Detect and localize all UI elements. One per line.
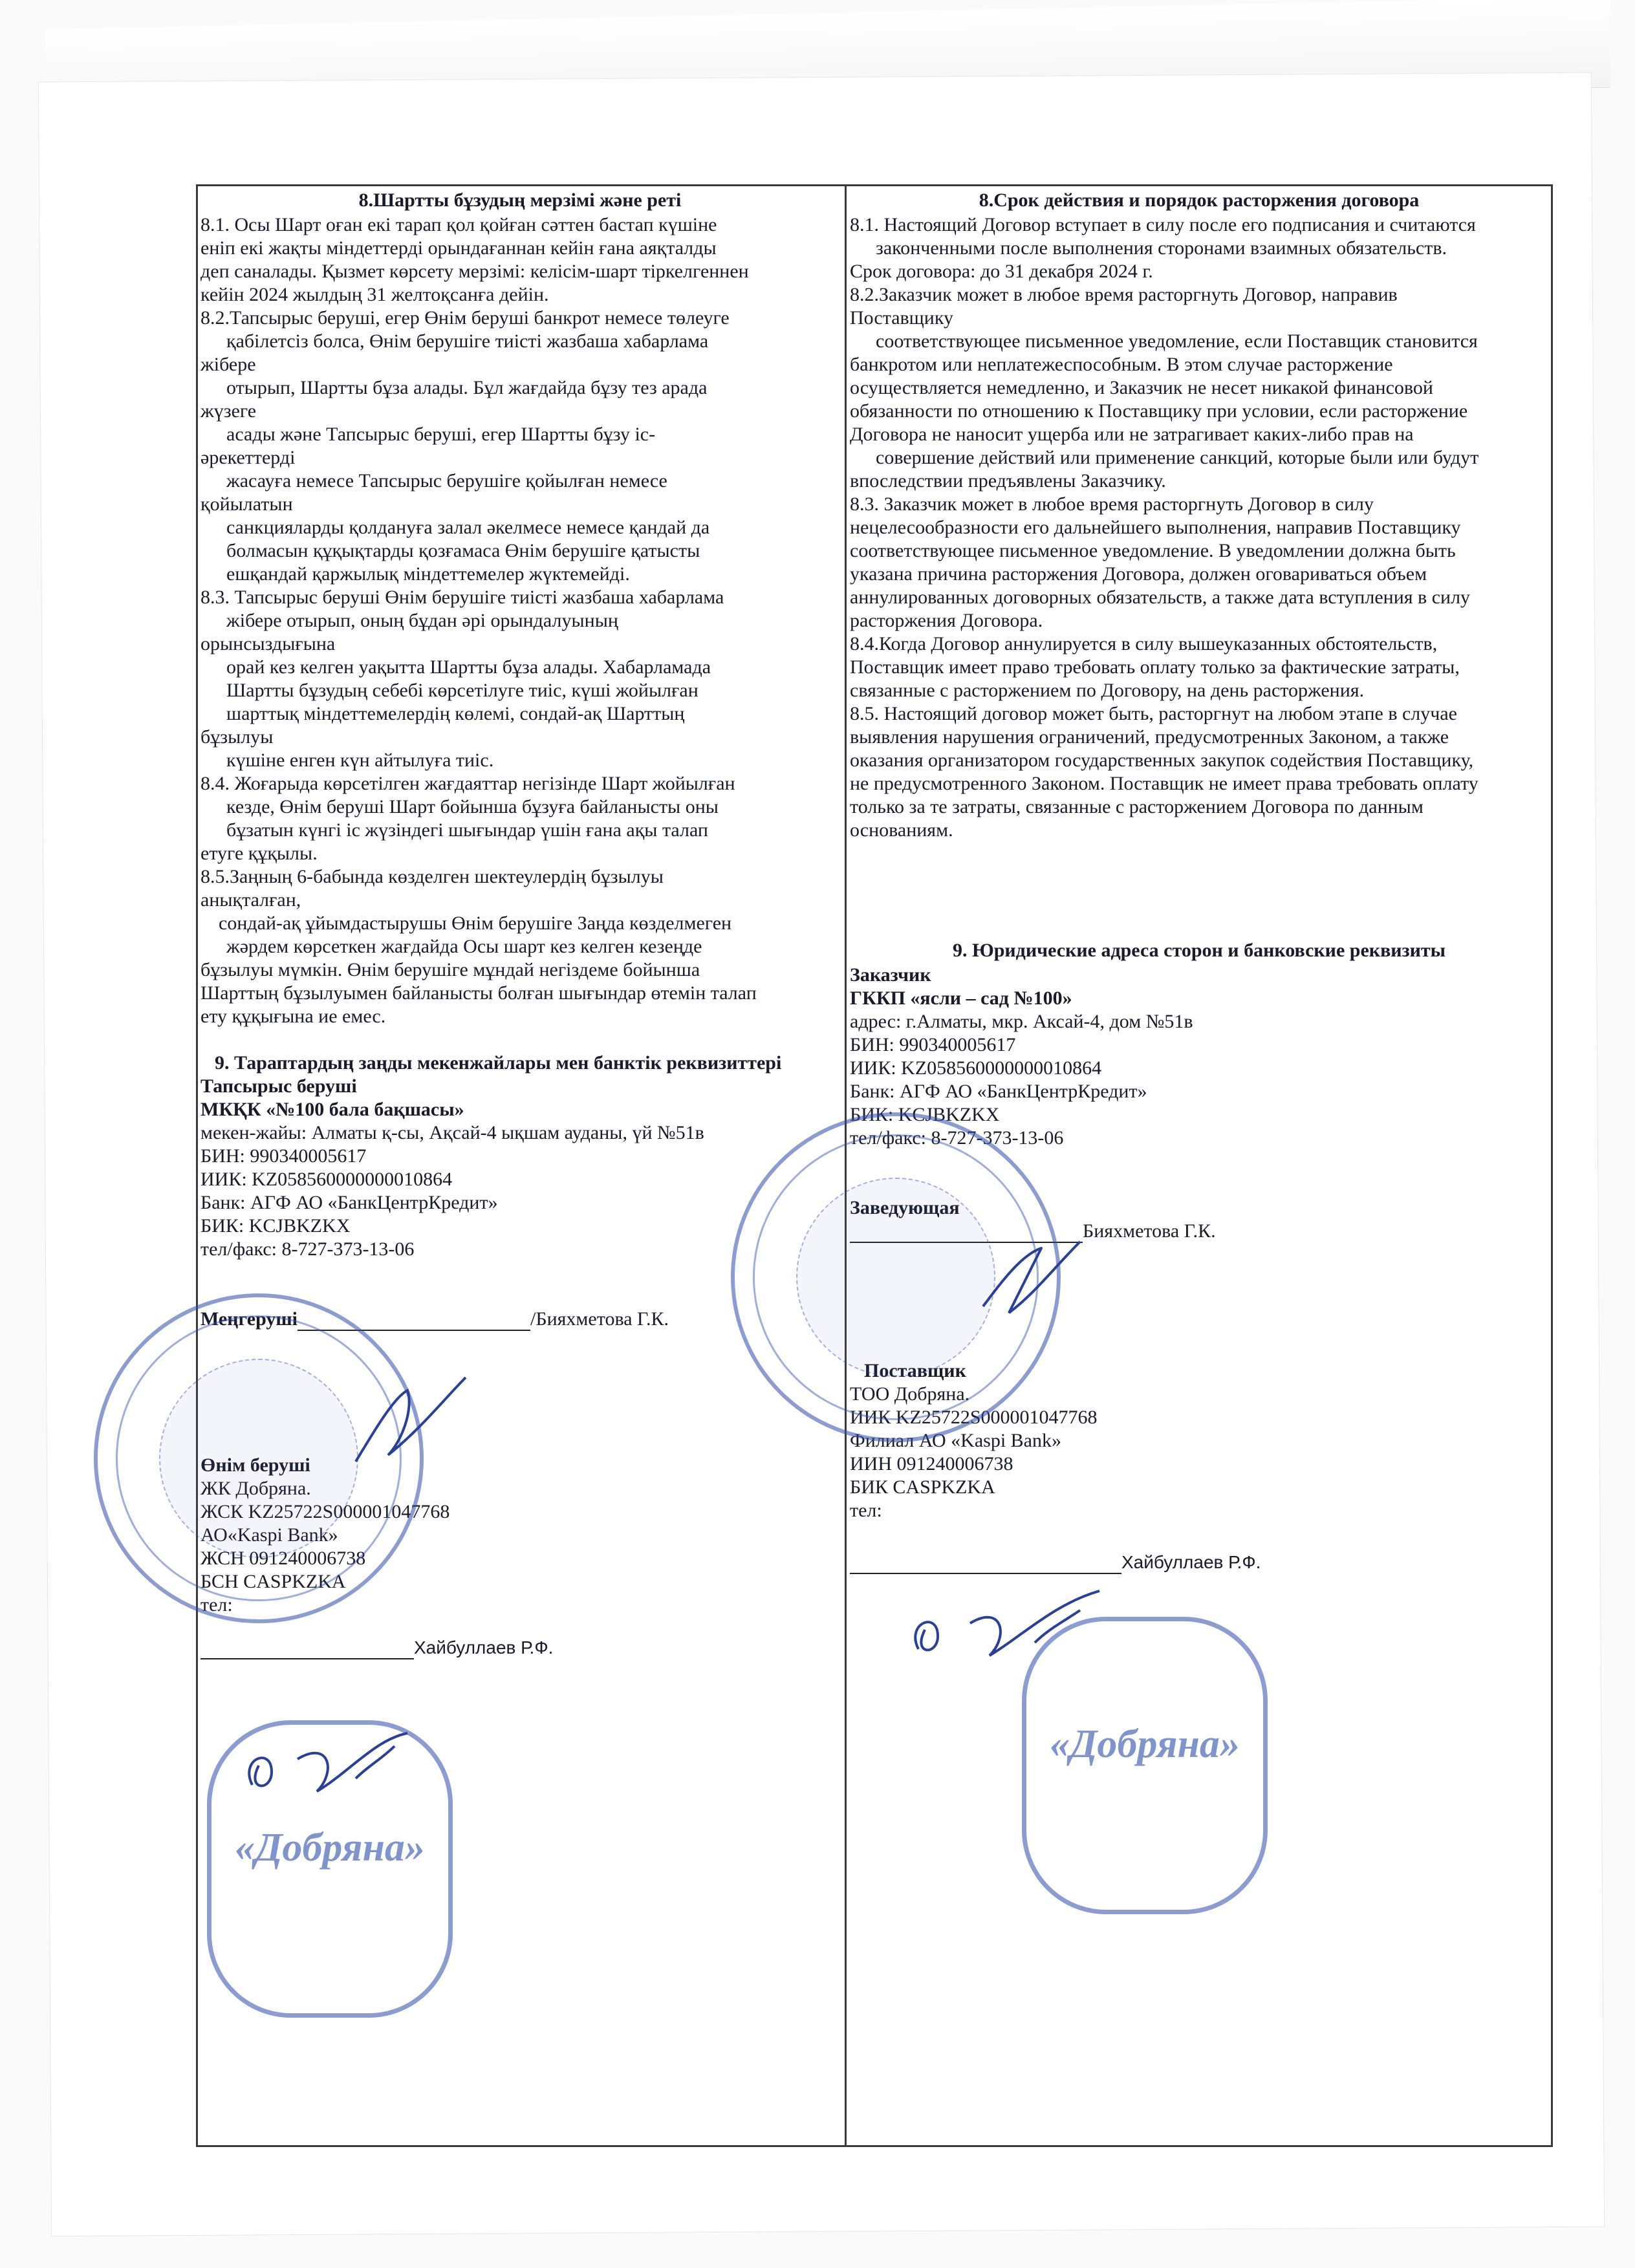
detail-line: БИК CASPKZKA	[850, 1476, 995, 1498]
detail-line: тел/факс: 8-727-373-13-06	[200, 1238, 415, 1260]
text-line: күшіне енген күн айтылуға тиіс.	[226, 750, 494, 771]
text-line: банкротом или неплатежеспособным. В этом случае расторжение	[850, 354, 1393, 375]
text-line: 8.4.Когда Договор аннулируется в силу вышеуказанных обстоятельств,	[850, 633, 1438, 654]
text-line: жәрдем көрсеткен жағдайда Осы шарт кез келген кезеңде	[226, 936, 702, 957]
text-line: законченными после выполнения сторонами взаимных обязательств.	[876, 237, 1447, 259]
detail-line: БИН: 990340005617	[200, 1145, 367, 1167]
detail-line: БСН CASPKZKA	[200, 1571, 346, 1592]
text-line: орай кез келген уақытта Шартты бұза алады. Хабарламада	[226, 656, 711, 678]
text-line: санкцияларды қолдануға залал әкелмесе немесе қандай да	[226, 517, 710, 538]
text-line: совершение действий или применение санкций, которые были или будут	[876, 447, 1479, 468]
text-line: әрекеттерді	[200, 447, 296, 468]
company-stamp-text: «Добряна»	[235, 1826, 425, 1870]
text-line: соответствующее письменное уведомление, если Поставщик становится	[876, 330, 1478, 352]
company-stamp-text: «Добряна»	[1050, 1722, 1240, 1766]
handwritten-signature	[893, 1578, 1125, 1675]
detail-line: Филиал АО «Kaspi Bank»	[850, 1430, 1061, 1451]
text-line: Поставщик имеет право требовать оплату только за фактические затраты,	[850, 656, 1460, 678]
text-line: бұзылуы	[200, 726, 274, 748]
detail-line: мекен-жайы: Алматы қ-сы, Ақсай-4 ықшам ауданы, үй №51в	[200, 1122, 704, 1143]
detail-line: БИН: 990340005617	[850, 1034, 1016, 1055]
customer-name-kz: МКҚК «№100 бала бақшасы»	[200, 1099, 464, 1120]
section-9-title-kz: 9. Тараптардың заңды мекенжайлары мен банктік реквизиттері	[215, 1052, 782, 1074]
text-line: основаниям.	[850, 819, 953, 841]
supplier-label-kz: Өнім беруші	[200, 1454, 310, 1476]
text-line: Договора не наносит ущерба или не затрагивает каких-либо прав на	[850, 424, 1414, 445]
text-line: қойылатын	[200, 493, 293, 515]
text-line: жасауға немесе Тапсырыс берушіге қойылған немесе	[226, 470, 667, 491]
detail-line: тел:	[850, 1500, 882, 1521]
text-line: жүзеге	[200, 400, 257, 422]
text-line: деп саналады. Қызмет көрсету мерзімі: келісім-шарт тіркелгеннен	[200, 261, 749, 282]
handwritten-signature	[226, 1720, 433, 1811]
text-line: 8.1. Осы Шарт оған екі тарап қол қойған сәттен бастап күшіне	[200, 214, 717, 235]
text-line: впоследствии предъявлены Заказчику.	[850, 470, 1166, 491]
detail-line: ИИК: KZ058560000000010864	[850, 1057, 1102, 1079]
section-8-body-ru	[850, 213, 1548, 842]
supplier-signature-row-ru	[850, 1551, 1548, 1574]
text-line: 8.2.Заказчик может в любое время расторгнуть Договор, направив	[850, 284, 1398, 305]
text-line: связанные с расторжением по Договору, на день расторжения.	[850, 680, 1365, 701]
section-9-title-ru: 9. Юридические адреса сторон и банковские реквизиты	[952, 940, 1446, 961]
text-line: сондай-ақ ұйымдастырушы Өнім берушіге Заңда көзделмеген	[219, 913, 732, 934]
text-line: нецелесообразности его дальнейшего выполнения, направив Поставщику	[850, 517, 1461, 538]
text-line: шарттық міндеттемелердің көлемі, сондай-ақ Шарттың	[226, 703, 685, 724]
detail-line: ЖК Добряна.	[200, 1478, 311, 1499]
detail-line: Банк: АГФ АО «БанкЦентрКредит»	[850, 1081, 1147, 1102]
text-line: Шартты бұзудың себебі көрсетілуге тиіс, күші жойылған	[226, 680, 698, 701]
text-line: соответствующее письменное уведомление. В уведомлении должна быть	[850, 540, 1456, 561]
detail-line: БИК: KCJBKZKX	[200, 1215, 351, 1237]
text-line: бұзатын күнгі іс жүзіндегі шығындар үшін ғана ақы талап	[226, 819, 708, 841]
text-line: 8.5. Настоящий договор может быть, расторгнут на любом этапе в случае	[850, 703, 1457, 724]
supplier-sign-name-kz: Хайбуллаев Р.Ф.	[414, 1637, 554, 1658]
text-line: орынсыздығына	[200, 633, 336, 654]
text-line: бұзылуы мүмкін. Өнім берушіге мұндай негіздеме бойынша	[200, 959, 700, 980]
detail-line: ЖСН 091240006738	[200, 1548, 366, 1569]
head-name-kz: /Бияхметова Г.К.	[530, 1308, 669, 1330]
detail-line: тел:	[200, 1594, 233, 1615]
detail-line: ЖСК KZ25722S000001047768	[200, 1501, 450, 1522]
text-line: осуществляется немедленно, и Заказчик не несет никакой финансовой	[850, 377, 1433, 398]
text-line: 8.3. Тапсырыс беруші Өнім берушіге тиісті жазбаша хабарлама	[200, 587, 724, 608]
text-line: анықталған,	[200, 889, 301, 911]
text-line: қабілетсіз болса, Өнім берушіге тиісті жазбаша хабарлама	[226, 330, 709, 352]
section-8-title-kz: 8.Шартты бұзудың мерзімі және реті	[358, 189, 682, 211]
head-name-ru: Бияхметова Г.К.	[1083, 1220, 1216, 1242]
supplier-signature-row-kz	[200, 1636, 839, 1659]
text-line: кейін 2024 жылдың 31 желтоқсанға дейін.	[200, 284, 549, 305]
detail-line: ТОО Добряна.	[850, 1383, 970, 1405]
text-line: жібере отырып, оның бұдан әрі орындалуының	[226, 610, 618, 631]
detail-line: Банк: АГФ АО «БанкЦентрКредит»	[200, 1192, 498, 1213]
text-line: ету құқығына ие емес.	[200, 1006, 386, 1027]
text-line: жібере	[200, 354, 256, 375]
customer-label-ru: Заказчик	[850, 964, 931, 986]
text-line: обязанности по отношению к Поставщику при условии, если расторжение	[850, 400, 1468, 422]
supplier-sign-name-ru: Хайбуллаев Р.Ф.	[1121, 1552, 1261, 1572]
detail-line: ИИК: KZ058560000000010864	[200, 1169, 453, 1190]
handwritten-signature	[970, 1229, 1099, 1326]
detail-line: ИИК KZ25722S000001047768	[850, 1407, 1098, 1428]
supplier-label-ru: Поставщик	[864, 1360, 966, 1381]
text-line: Поставщику	[850, 307, 953, 329]
customer-label-kz: Тапсырыс беруші	[200, 1075, 357, 1097]
head-label-ru: Заведующая	[850, 1197, 960, 1218]
text-line: выявления нарушения ограничений, предусмотренных Законом, а также	[850, 726, 1449, 748]
detail-line: тел/факс: 8-727-373-13-06	[850, 1127, 1064, 1149]
text-line: 8.3. Заказчик может в любое время расторгнуть Договор в силу	[850, 493, 1374, 515]
text-line: отырып, Шартты бұза алады. Бұл жағдайда бұзу тез арада	[226, 377, 708, 398]
text-line: асады және Тапсырыс беруші, егер Шартты бұзу іс-	[226, 424, 656, 445]
text-line: 8.1. Настоящий Договор вступает в силу после его подписания и считаются	[850, 214, 1476, 235]
text-line: Шарттың бұзылуымен байланысты болған шығындар өтемін талап	[200, 982, 757, 1004]
signature-line	[850, 1555, 1121, 1574]
detail-line: БИК: KCJBKZKX	[850, 1104, 1000, 1125]
text-line: аннулированных договорных обязательств, а также дата вступления в силу	[850, 587, 1471, 608]
detail-line: ИИН 091240006738	[850, 1453, 1013, 1474]
text-line: указана причина расторжения Договора, должен оговариваться объем	[850, 563, 1427, 585]
text-line: етуге құқылы.	[200, 843, 318, 864]
detail-line: адрес: г.Алматы, мкр. Аксай-4, дом №51в	[850, 1011, 1193, 1032]
customer-name-ru: ГККП «ясли – сад №100»	[850, 988, 1072, 1009]
text-line: кезде, Өнім беруші Шарт бойынша бұзуға байланысты оны	[226, 796, 719, 817]
section-8-body-kz	[200, 213, 839, 1028]
detail-line: АО«Kaspi Bank»	[200, 1524, 338, 1546]
head-label-kz: Меңгеруші	[200, 1308, 298, 1330]
text-line: только за те затраты, связанные с расторжением Договора по данным	[850, 796, 1424, 817]
text-line: не предусмотренного Законом. Поставщик не имеет права требовать оплату	[850, 773, 1478, 794]
handwritten-signature	[336, 1371, 504, 1474]
section-8-title-ru: 8.Срок действия и порядок расторжения договора	[979, 189, 1420, 211]
text-line: Срок договора: до 31 декабря 2024 г.	[850, 261, 1153, 282]
text-line: ешқандай қаржылық міндеттемелер жүктемейді.	[226, 563, 630, 585]
text-line: еніп екі жақты міндеттерді орындағаннан кейін ғана аяқталды	[200, 237, 717, 259]
text-line: расторжения Договора.	[850, 610, 1043, 631]
text-line: болмасын құқықтарды қозғамаса Өнім берушіге қатысты	[226, 540, 700, 561]
text-line: 8.4. Жоғарыда көрсетілген жағдаяттар негізінде Шарт жойылған	[200, 773, 735, 794]
text-line: 8.5.Заңның 6-бабында көзделген шектеулердің бұзылуы	[200, 866, 664, 887]
signature-line	[200, 1640, 414, 1659]
text-line: 8.2.Тапсырыс беруші, егер Өнім беруші банкрот немесе төлеуге	[200, 307, 730, 329]
text-line: оказания организатором государственных закупок содействия Поставщику,	[850, 750, 1474, 771]
